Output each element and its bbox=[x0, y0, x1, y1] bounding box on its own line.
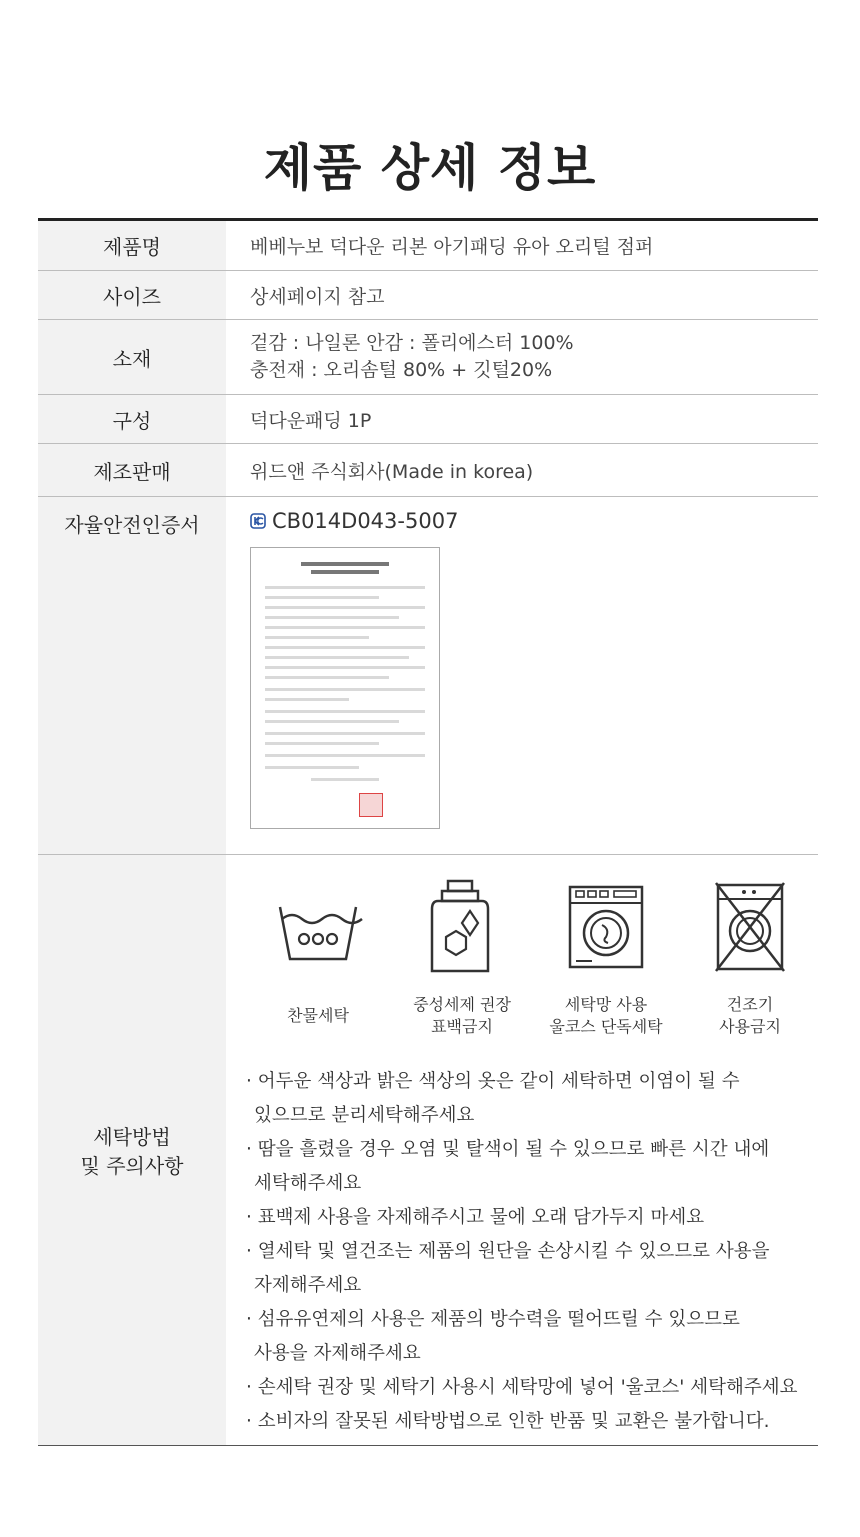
row-label: 자율안전인증서 bbox=[38, 497, 226, 854]
row-material bbox=[38, 320, 818, 395]
care-note: · 표백제 사용을 자제해주시고 물에 오래 담가두지 마세요 bbox=[246, 1207, 705, 1228]
row-value: 덕다운패딩 1P bbox=[250, 409, 372, 432]
care-label: 사용금지 bbox=[719, 1017, 781, 1036]
row-label: 제조판매 bbox=[38, 444, 226, 496]
care-note: · 섬유유연제의 사용은 제품의 방수력을 떨어뜨릴 수 있으므로 사용을 자제해주세요 bbox=[246, 1309, 740, 1364]
row-label: 소재 bbox=[38, 320, 226, 394]
care-notes bbox=[246, 1065, 822, 1439]
washing-label-line1: 세탁방법 bbox=[93, 1125, 171, 1149]
row-value: 상세페이지 참고 bbox=[250, 285, 385, 308]
material-filling: 충전재 : 오리솜털 80% + 깃털20% bbox=[250, 359, 553, 381]
care-item-washing-machine bbox=[534, 877, 678, 1039]
safety-certificate-image bbox=[250, 547, 440, 829]
care-note: · 땀을 흘렸을 경우 오염 및 탈색이 될 수 있으므로 빠른 시간 내에 세탁해주세요 bbox=[246, 1139, 770, 1194]
care-item-cold-wash bbox=[246, 877, 390, 1039]
row-composition bbox=[38, 395, 818, 444]
row-value: 위드앤 주식회사(Made in korea) bbox=[250, 460, 534, 483]
care-label: 건조기 bbox=[726, 995, 774, 1014]
care-note: · 소비자의 잘못된 세탁방법으로 인한 반품 및 교환은 불가합니다. bbox=[246, 1411, 770, 1432]
row-product-name bbox=[38, 221, 818, 271]
row-label: 제품명 bbox=[38, 221, 226, 270]
care-item-no-dryer bbox=[678, 877, 822, 1039]
row-label: 사이즈 bbox=[38, 271, 226, 319]
care-note: · 열세탁 및 열건조는 제품의 원단을 손상시킬 수 있으므로 사용을 자제해주세요 bbox=[246, 1241, 770, 1296]
care-icons bbox=[246, 877, 822, 1039]
care-note: · 어두운 색상과 밝은 색상의 옷은 같이 세탁하면 이염이 될 수 있으므로 분리세탁해주세요 bbox=[246, 1071, 740, 1126]
care-note: · 손세탁 권장 및 세탁기 사용시 세탁망에 넣어 '울코스' 세탁해주세요 bbox=[246, 1377, 798, 1398]
row-manufacturer bbox=[38, 444, 818, 497]
row-label: 구성 bbox=[38, 395, 226, 443]
row-certification bbox=[38, 497, 818, 855]
certificate-stamp bbox=[359, 793, 383, 817]
care-label: 찬물세탁 bbox=[287, 1006, 349, 1025]
care-label: 중성세제 권장 bbox=[413, 995, 511, 1014]
kc-mark-icon bbox=[250, 513, 266, 529]
neutral-detergent-icon bbox=[412, 877, 512, 977]
care-item-neutral-detergent bbox=[390, 877, 534, 1039]
page-title: 제품 상세 정보 bbox=[263, 139, 597, 197]
washing-machine-icon bbox=[556, 877, 656, 977]
washing-label-line2: 및 주의사항 bbox=[80, 1154, 184, 1178]
certification-code: CB014D043-5007 bbox=[272, 509, 459, 533]
no-tumble-dry-icon bbox=[700, 877, 800, 977]
care-label: 울코스 단독세탁 bbox=[549, 1017, 663, 1036]
hand-wash-30-icon bbox=[268, 877, 368, 977]
care-label: 세탁망 사용 bbox=[564, 995, 648, 1014]
row-washing bbox=[38, 855, 818, 1446]
row-size bbox=[38, 271, 818, 320]
product-info-table bbox=[38, 218, 818, 1446]
material-outer: 겉감 : 나일론 안감 : 폴리에스터 100% bbox=[250, 332, 574, 354]
care-label: 표백금지 bbox=[431, 1017, 493, 1036]
row-value: 베베누보 덕다운 리본 아기패딩 유아 오리털 점퍼 bbox=[250, 236, 654, 258]
